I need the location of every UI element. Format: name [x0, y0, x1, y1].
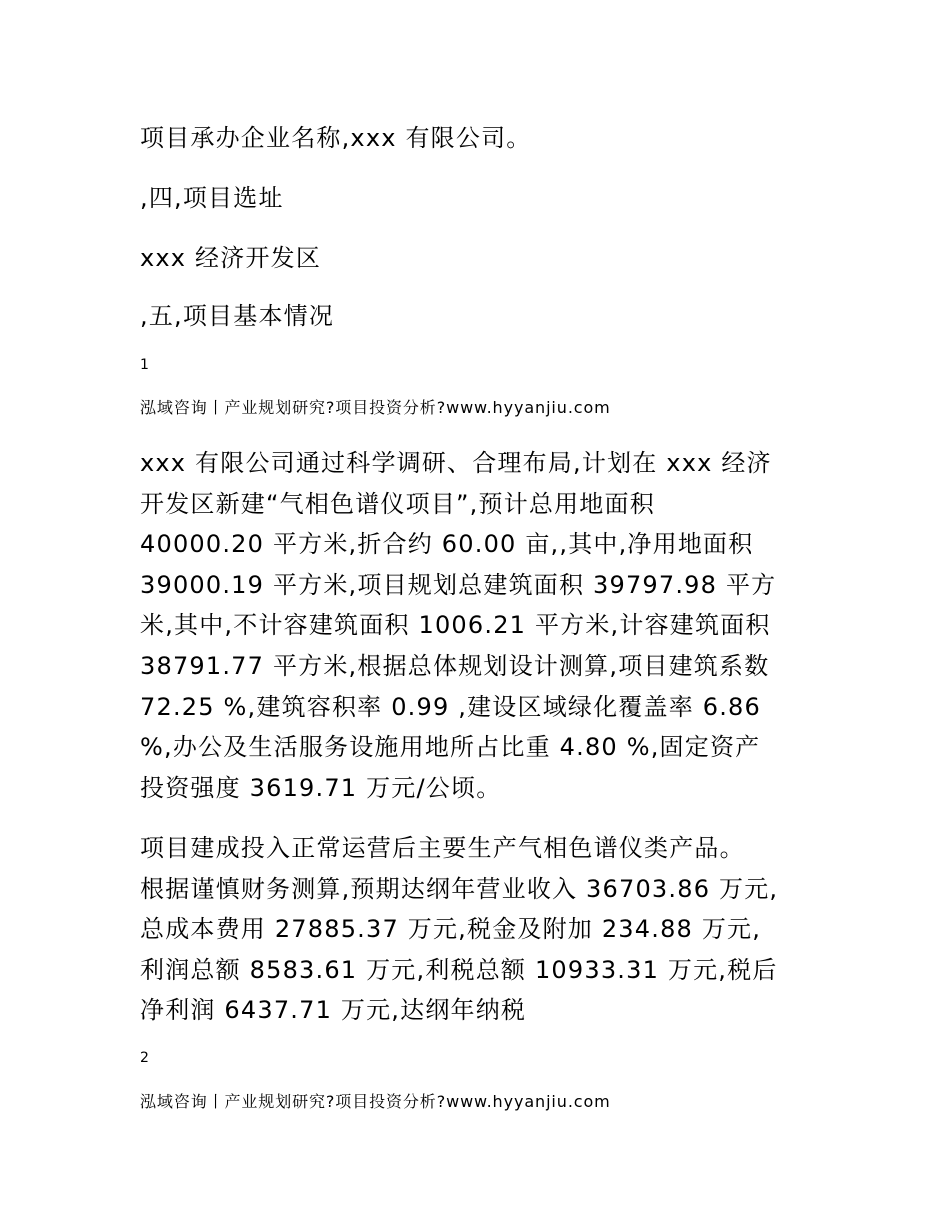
- paragraph-line: 38791.77 平方米,根据总体规划设计测算,项目建筑系数: [140, 651, 770, 680]
- paragraph-line: 40000.20 平方米,折合约 60.00 亩,,其中,净用地面积: [140, 530, 754, 559]
- page-footer-2: 泓域咨询丨产业规划研究?项目投资分析?www.hyyanjiu.com: [140, 1092, 611, 1111]
- financial-paragraph: [140, 828, 830, 1031]
- page-number-1: 1: [140, 357, 149, 373]
- paragraph-line: 米,其中,不计容建筑面积 1006.21 平方米,计容建筑面积: [140, 611, 771, 640]
- paragraph-line: 利润总额 8583.61 万元,利税总额 10933.31 万元,税后: [140, 955, 778, 984]
- overview-paragraph: [140, 443, 830, 808]
- paragraph-line: 开发区新建“气相色谱仪项目”,预计总用地面积: [140, 489, 655, 518]
- section-heading-overview: ,五,项目基本情况: [140, 302, 335, 330]
- paragraph-line: 项目建成投入正常运营后主要生产气相色谱仪类产品。: [140, 834, 745, 862]
- paragraph-line: %,办公及生活服务设施用地所占比重 4.80 %,固定资产: [140, 733, 761, 762]
- site-location-line: xxx 经济开发区: [140, 244, 322, 272]
- company-name-line: 项目承办企业名称,xxx 有限公司。: [140, 124, 532, 152]
- section-heading-site: ,四,项目选址: [140, 184, 284, 212]
- paragraph-line: 总成本费用 27885.37 万元,税金及附加 234.88 万元,: [140, 915, 762, 944]
- paragraph-line: xxx 有限公司通过科学调研、合理布局,计划在 xxx 经济: [140, 449, 772, 477]
- paragraph-line: 投资强度 3619.71 万元/公顷。: [140, 773, 502, 802]
- paragraph-line: 净利润 6437.71 万元,达纲年纳税: [140, 996, 527, 1025]
- page-number-2: 2: [140, 1050, 149, 1066]
- page-footer-1: 泓域咨询丨产业规划研究?项目投资分析?www.hyyanjiu.com: [140, 398, 611, 417]
- paragraph-line: 39000.19 平方米,项目规划总建筑面积 39797.98 平方: [140, 570, 777, 599]
- paragraph-line: 72.25 %,建筑容积率 0.99 ,建设区域绿化覆盖率 6.86: [140, 692, 761, 721]
- paragraph-line: 根据谨慎财务测算,预期达纲年营业收入 36703.86 万元,: [140, 874, 779, 903]
